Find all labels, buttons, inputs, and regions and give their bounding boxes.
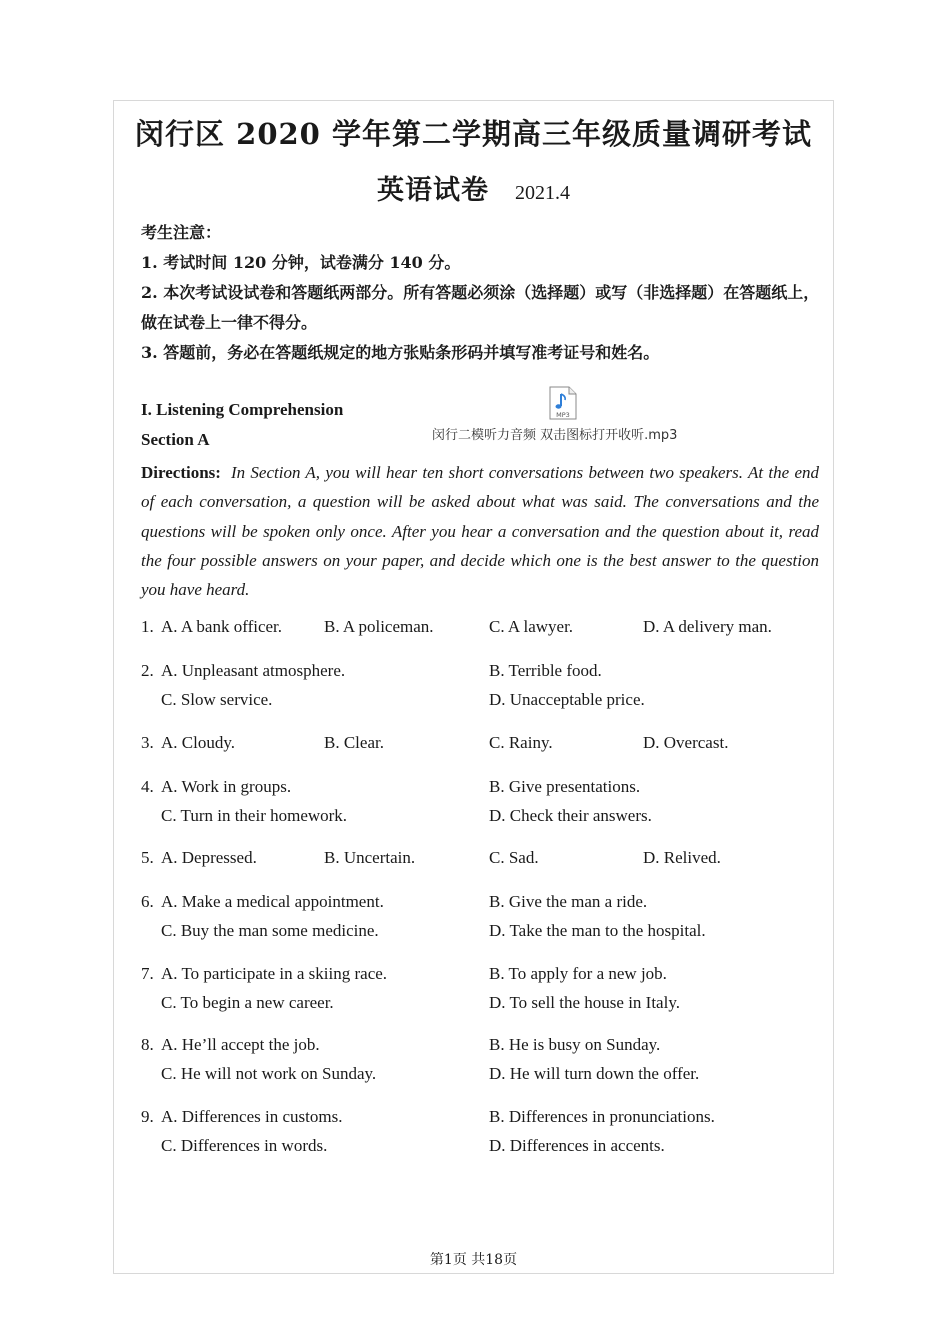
option-a: A. Differences in customs. (161, 1106, 343, 1126)
option-b: B. Give the man a ride. (489, 892, 648, 911)
option-c: C. Differences in words. (161, 1135, 328, 1155)
option-d: D. Differences in accents. (489, 1135, 665, 1155)
option-a: A. To participate in a skiing race. (161, 963, 388, 983)
option-a: A. Make a medical appointment. (161, 892, 384, 911)
option-d: D. Take the man to the hospital. (489, 921, 706, 940)
option-c: C. To begin a new career. (161, 992, 334, 1012)
option-a: A. Depressed. (161, 848, 257, 867)
question-number: 4. (141, 776, 154, 796)
note-item: 1. 考试时间 120 分钟，试卷满分 140 分。 (141, 253, 461, 272)
question-number: 1. (141, 617, 154, 636)
option-c: C. He will not work on Sunday. (161, 1064, 377, 1083)
question-item (141, 1107, 821, 1179)
subject-title: 英语试卷 (377, 175, 489, 206)
exam-notes (141, 218, 821, 368)
page-footer: 第1页 共18页 (429, 1252, 518, 1268)
option-b: B. Give presentations. (489, 776, 641, 796)
question-number: 5. (141, 848, 154, 867)
option-b: B. Clear. (324, 732, 384, 752)
exam-title: 闵行区 2020 学年第二学期高三年级质量调研考试 (135, 117, 812, 151)
question-item (141, 1035, 821, 1107)
option-c: C. Rainy. (489, 732, 553, 752)
option-d: D. Relived. (643, 848, 721, 867)
option-b: B. Uncertain. (324, 848, 416, 867)
option-d: D. A delivery man. (643, 617, 772, 636)
option-b: B. To apply for a new job. (489, 963, 667, 983)
option-b: B. A policeman. (324, 617, 434, 636)
exam-date: 2021.4 (515, 182, 570, 204)
question-number: 8. (141, 1035, 154, 1054)
question-number: 7. (141, 963, 154, 983)
question-item (141, 733, 821, 777)
mp3-file-icon[interactable] (549, 386, 577, 420)
question-number: 6. (141, 892, 154, 911)
option-c: C. Buy the man some medicine. (161, 921, 379, 940)
option-d: D. Unacceptable price. (489, 690, 645, 709)
option-d: D. He will turn down the offer. (489, 1064, 700, 1083)
option-b: B. Differences in pronunciations. (489, 1106, 715, 1126)
option-d: D. Overcast. (643, 732, 729, 752)
option-c: C. A lawyer. (489, 617, 574, 636)
option-c: C. Turn in their homework. (161, 805, 348, 825)
option-a: A. Unpleasant atmosphere. (161, 661, 346, 680)
exam-subtitle (113, 168, 834, 207)
notes-heading: 考生注意： (141, 223, 222, 242)
question-item (141, 777, 821, 849)
note-item: 3. 答题前，务必在答题纸规定的地方张贴条形码并填写准考证号和姓名。 (141, 343, 660, 362)
option-a: A. A bank officer. (161, 617, 283, 636)
section-title: I. Listening Comprehension (141, 400, 344, 419)
question-list (141, 617, 821, 1178)
note-item: 2. 本次考试设试卷和答题纸两部分。所有答题必须涂（选择题）或写（非选择题）在答题纸上，做在试卷上一律不得分。 (141, 283, 820, 332)
option-c: C. Sad. (489, 848, 539, 867)
option-d: D. Check their answers. (489, 805, 652, 825)
question-number: 9. (141, 1106, 154, 1126)
question-item (141, 848, 821, 892)
option-b: B. Terrible food. (489, 661, 602, 680)
question-item (141, 661, 821, 733)
question-item (141, 964, 821, 1036)
directions-text: In Section A, you will hear ten short conversations between two speakers. At the end of each conversation, a question will be asked about what was said. The conversations and the questions will be spoken only once. After you hear a conversation and the question about it, read the four possible answers on your paper, and decide which one is the best answer to the question you have heard. (141, 463, 819, 600)
section-a-heading: Section A (141, 430, 210, 449)
option-d: D. To sell the house in Italy. (489, 992, 680, 1012)
question-item (141, 617, 821, 661)
option-c: C. Slow service. (161, 690, 273, 709)
question-number: 3. (141, 732, 154, 752)
directions (141, 458, 819, 604)
directions-label: Directions: (141, 463, 221, 482)
option-a: A. He’ll accept the job. (161, 1035, 320, 1054)
option-a: A. Cloudy. (161, 732, 235, 752)
question-number: 2. (141, 661, 154, 680)
mp3-caption[interactable]: 闵行二模听力音频 双击图标打开收听.mp3 (432, 428, 678, 443)
option-a: A. Work in groups. (161, 776, 292, 796)
option-b: B. He is busy on Sunday. (489, 1035, 661, 1054)
question-item (141, 892, 821, 964)
mp3-icon-label: MP3 (556, 411, 570, 419)
